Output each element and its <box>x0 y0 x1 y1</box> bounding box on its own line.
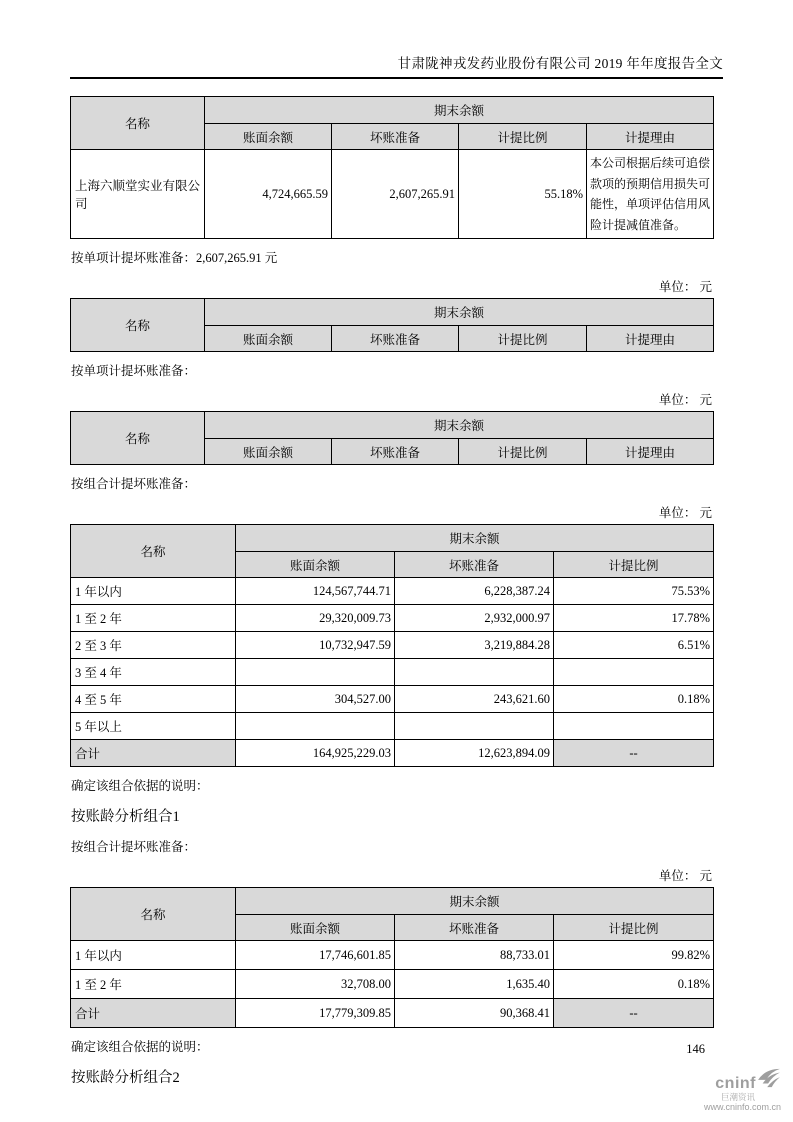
header-period-end-balance: 期末余额 <box>205 412 714 439</box>
cell-book-balance: 29,320,009.73 <box>236 605 395 632</box>
header-provision-reason: 计提理由 <box>587 124 714 150</box>
note-combination-basis-2: 确定该组合依据的说明： <box>71 1040 209 1054</box>
table-header-row <box>71 97 714 124</box>
header-provision-ratio: 计提比例 <box>459 326 587 352</box>
unit-label: 单位： 元 <box>658 280 712 294</box>
cell-bad-debt-provision: 243,621.60 <box>395 686 554 713</box>
cell-bad-debt-provision <box>395 713 554 740</box>
table-header-row <box>71 888 714 915</box>
header-provision-ratio: 计提比例 <box>459 124 587 150</box>
single-provision-table-2 <box>70 298 714 352</box>
header-provision-ratio: 计提比例 <box>554 915 714 941</box>
cell-aging-label: 1 至 2 年 <box>71 605 236 632</box>
note-combination-basis-1: 确定该组合依据的说明： <box>71 779 209 793</box>
header-period-end-balance: 期末余额 <box>236 525 714 552</box>
page-content <box>70 96 713 1087</box>
cell-bad-debt-provision: 1,635.40 <box>395 970 554 999</box>
header-name: 名称 <box>71 412 205 465</box>
table-row-within-1-year <box>71 578 714 605</box>
cell-provision-ratio <box>554 659 714 686</box>
cell-bad-debt-provision: 3,219,884.28 <box>395 632 554 659</box>
header-bad-debt-provision: 坏账准备 <box>395 552 554 578</box>
cninfo-watermark <box>681 1068 781 1113</box>
cell-bad-debt-provision: 6,228,387.24 <box>395 578 554 605</box>
cell-total-book-balance: 164,925,229.03 <box>236 740 395 767</box>
cell-book-balance: 124,567,744.71 <box>236 578 395 605</box>
header-name: 名称 <box>71 97 205 150</box>
cell-provision-ratio: 55.18% <box>459 150 587 239</box>
cell-book-balance: 17,746,601.85 <box>236 941 395 970</box>
header-period-end-balance: 期末余额 <box>205 97 714 124</box>
cell-book-balance <box>236 713 395 740</box>
cninfo-chinese-name: 巨潮资讯 <box>720 1091 755 1102</box>
cell-bad-debt-provision: 2,932,000.97 <box>395 605 554 632</box>
cell-total-book-balance: 17,779,309.85 <box>236 999 395 1028</box>
table-header-row <box>71 525 714 552</box>
note-single-provision-2: 按单项计提坏账准备： <box>71 364 197 378</box>
cell-book-balance: 32,708.00 <box>236 970 395 999</box>
header-name: 名称 <box>71 299 205 352</box>
table-row-1-to-2-years <box>71 970 714 999</box>
table-row-1-to-2-years <box>71 605 714 632</box>
cell-book-balance: 4,724,665.59 <box>205 150 332 239</box>
header-book-balance: 账面余额 <box>205 326 332 352</box>
table-row-total <box>71 740 714 767</box>
cell-book-balance <box>236 659 395 686</box>
header-provision-ratio: 计提比例 <box>459 439 587 465</box>
table-row-total <box>71 999 714 1028</box>
header-bad-debt-provision: 坏账准备 <box>395 915 554 941</box>
table-header-row <box>71 299 714 326</box>
cell-provision-ratio: 75.53% <box>554 578 714 605</box>
cell-total-label: 合计 <box>71 740 236 767</box>
cell-provision-ratio: 6.51% <box>554 632 714 659</box>
single-provision-table-1 <box>70 96 714 239</box>
heading-aging-combination-1: 按账龄分析组合1 <box>71 809 180 825</box>
header-provision-reason: 计提理由 <box>587 439 714 465</box>
cell-aging-label: 4 至 5 年 <box>71 686 236 713</box>
unit-label: 单位： 元 <box>658 393 712 407</box>
cell-total-provision-ratio: -- <box>554 999 714 1028</box>
cell-provision-ratio: 0.18% <box>554 970 714 999</box>
cell-aging-label: 5 年以上 <box>71 713 236 740</box>
cell-provision-reason: 本公司根据后续可追偿款项的预期信用损失可能性，单项评估信用风险计提减值准备。 <box>587 150 714 239</box>
table-row-2-to-3-years <box>71 632 714 659</box>
aging-analysis-table-2 <box>70 887 714 1028</box>
cell-total-label: 合计 <box>71 999 236 1028</box>
cell-book-balance: 304,527.00 <box>236 686 395 713</box>
cell-aging-label: 1 至 2 年 <box>71 970 236 999</box>
table-header-row <box>71 412 714 439</box>
cell-provision-ratio: 99.82% <box>554 941 714 970</box>
header-name: 名称 <box>71 525 236 578</box>
report-header <box>70 52 723 79</box>
cell-aging-label: 1 年以内 <box>71 941 236 970</box>
cell-bad-debt-provision: 2,607,265.91 <box>332 150 459 239</box>
cell-provision-ratio: 0.18% <box>554 686 714 713</box>
table-row-3-to-4-years <box>71 659 714 686</box>
single-provision-table-3 <box>70 411 714 465</box>
heading-aging-combination-2: 按账龄分析组合2 <box>71 1070 180 1086</box>
aging-analysis-table-1 <box>70 524 714 767</box>
page-number: 146 <box>686 1042 705 1056</box>
cell-aging-label: 1 年以内 <box>71 578 236 605</box>
header-name: 名称 <box>71 888 236 941</box>
cell-total-provision-ratio: -- <box>554 740 714 767</box>
cninfo-url: www.cninfo.com.cn <box>703 1102 781 1113</box>
table-row-4-to-5-years <box>71 686 714 713</box>
cell-total-bad-debt-provision: 12,623,894.09 <box>395 740 554 767</box>
note-group-provision-intro: 按组合计提坏账准备： <box>71 477 197 491</box>
note-single-provision-1: 按单项计提坏账准备：2,607,265.91 元 <box>71 251 278 265</box>
cell-aging-label: 3 至 4 年 <box>71 659 236 686</box>
cell-bad-debt-provision: 88,733.01 <box>395 941 554 970</box>
header-provision-reason: 计提理由 <box>587 326 714 352</box>
unit-label: 单位： 元 <box>658 869 712 883</box>
cell-total-bad-debt-provision: 90,368.41 <box>395 999 554 1028</box>
cell-company-name: 上海六顺堂实业有限公司 <box>71 150 205 239</box>
cell-book-balance: 10,732,947.59 <box>236 632 395 659</box>
cell-provision-ratio: 17.78% <box>554 605 714 632</box>
cninfo-swirl-icon <box>757 1068 781 1093</box>
table-row-over-5-years <box>71 713 714 740</box>
report-title: 甘肃陇神戎发药业股份有限公司 2019 年年度报告全文 <box>397 56 723 71</box>
header-period-end-balance: 期末余额 <box>205 299 714 326</box>
header-book-balance: 账面余额 <box>205 439 332 465</box>
cninfo-brand-text: cninf <box>715 1075 756 1093</box>
header-provision-ratio: 计提比例 <box>554 552 714 578</box>
note-group-provision-2: 按组合计提坏账准备： <box>71 840 197 854</box>
unit-label: 单位： 元 <box>658 506 712 520</box>
header-bad-debt-provision: 坏账准备 <box>332 326 459 352</box>
table-row-within-1-year <box>71 941 714 970</box>
header-book-balance: 账面余额 <box>236 552 395 578</box>
header-bad-debt-provision: 坏账准备 <box>332 439 459 465</box>
header-bad-debt-provision: 坏账准备 <box>332 124 459 150</box>
cell-provision-ratio <box>554 713 714 740</box>
header-book-balance: 账面余额 <box>236 915 395 941</box>
header-period-end-balance: 期末余额 <box>236 888 714 915</box>
cell-bad-debt-provision <box>395 659 554 686</box>
table-row <box>71 150 714 239</box>
cell-aging-label: 2 至 3 年 <box>71 632 236 659</box>
header-book-balance: 账面余额 <box>205 124 332 150</box>
